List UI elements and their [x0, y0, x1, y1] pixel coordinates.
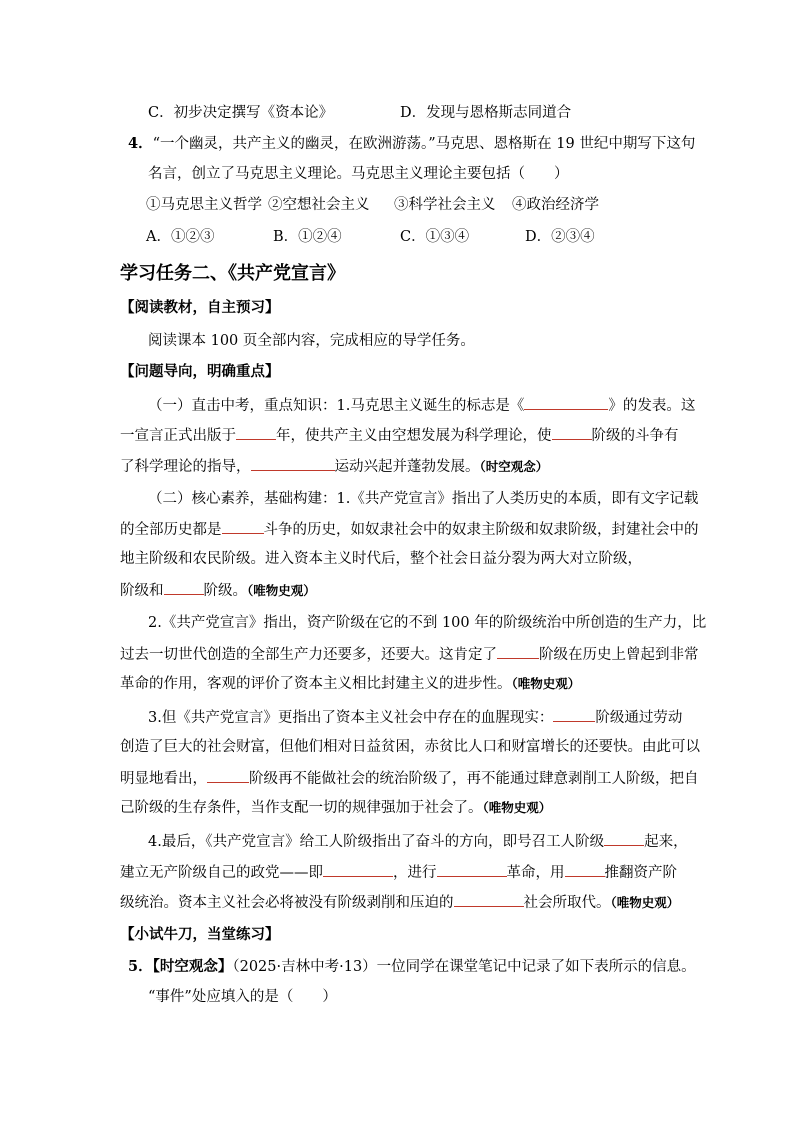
competency-tag: （唯物史观） [610, 895, 680, 910]
fill-blank[interactable] [553, 707, 595, 722]
fill-blank[interactable] [454, 892, 524, 907]
q4-option-c: C．①③④ [400, 229, 470, 245]
p3-line3: 革命的作用，客观的评价了资本主义相比封建主义的进步性。（唯物史观） [120, 676, 581, 692]
competency-tag: （时空观念） [479, 459, 549, 474]
p3-line1: 2.《共产党宣言》指出，资产阶级在它的不到 100 年的阶级统治中所创造的生产力，比 [148, 615, 707, 631]
p5-line3: 级统治。资本主义社会必将被没有阶级剥削和压迫的 社会所取代。（唯物史观） [120, 892, 679, 913]
competency-tag: 【时空观念】 [152, 958, 233, 975]
p4-line3: 明显地看出， 阶级再不能做社会的统治阶级了，再不能通过肆意剥削工人阶级，把自 [120, 768, 699, 789]
competency-tag: （唯物史观） [482, 800, 552, 815]
question-number: 5． [128, 958, 153, 975]
p2-line1: （二）核心素养，基础构建：1.《共产党宣言》指出了人类历史的本质，即有文字记载 [148, 491, 699, 507]
q4-item-1: ①马克思主义哲学 [146, 197, 262, 213]
fill-blank[interactable] [565, 862, 605, 877]
fill-blank[interactable] [524, 395, 608, 410]
question-4-stem-line1: 4．“一个幽灵，共产主义的幽灵，在欧洲游荡。”马克思、恩格斯在 19 世纪中期写下这句 [128, 135, 696, 152]
section-practice-heading: 【小试牛刀，当堂练习】 [120, 926, 280, 943]
competency-tag: （唯物史观） [247, 583, 316, 598]
q3-option-d: D．发现与恩格斯志同道合 [400, 105, 572, 121]
competency-tag: （唯物史观） [511, 676, 581, 691]
q4-option-d: D．②③④ [525, 229, 595, 245]
fill-blank[interactable] [604, 831, 644, 846]
p1-line2: 一宣言正式出版于 年，使共产主义由空想发展为科学理论，使 阶级的斗争有 [120, 425, 679, 446]
fill-blank[interactable] [437, 862, 507, 877]
p5-line1: 4.最后，《共产党宣言》给工人阶级指出了奋斗的方向，即号召工人阶级 起来， [148, 831, 688, 852]
question-5-stem-line2: “事件”处应填入的是（ ） [148, 989, 337, 1005]
p2-line4: 阶级和 阶级。（唯物史观） [120, 580, 316, 601]
section-guide-heading: 【问题导向，明确重点】 [120, 363, 280, 380]
q4-item-3: ③科学社会主义 [394, 197, 496, 213]
fill-blank[interactable] [222, 519, 264, 534]
fill-blank[interactable] [323, 862, 393, 877]
task-2-title: 学习任务二、《共产党宣言》 [120, 263, 345, 284]
question-5-stem-line1: 5．【时空观念】（2025·吉林中考·13）一位同学在课堂笔记中记录了如下表所示的信息。 [128, 958, 696, 975]
section-read-heading: 【阅读教材，自主预习】 [120, 299, 280, 316]
q4-option-b: B．①②④ [273, 229, 342, 245]
p2-line2: 的全部历史都是 斗争的历史，如奴隶社会中的奴隶主阶级和奴隶阶级，封建社会中的 [120, 519, 699, 540]
p1-line3: 了科学理论的指导， 运动兴起并蓬勃发展。（时空观念） [120, 456, 548, 477]
p4-line2: 创造了巨大的社会财富，但他们相对日益贫困，赤贫比人口和财富增长的还要快。由此可以 [120, 739, 700, 755]
p1-line1: （一）直击中考，重点知识：1.马克思主义诞生的标志是《 》的发表。这 [148, 395, 695, 416]
q3-option-c: C．初步决定撰写《资本论》 [148, 105, 334, 121]
fill-blank[interactable] [207, 768, 249, 783]
fill-blank[interactable] [164, 580, 204, 595]
p2-line3: 地主阶级和农民阶级。进入资本主义时代后，整个社会日益分裂为两大对立阶级， [120, 551, 642, 567]
read-instruction: 阅读课本 100 页全部内容，完成相应的导学任务。 [148, 333, 475, 349]
fill-blank[interactable] [236, 425, 276, 440]
q4-item-2: ②空想社会主义 [268, 197, 370, 213]
q4-option-a: A．①②③ [146, 229, 215, 245]
p3-line2: 过去一切世代创造的全部生产力还要多，还要大。这肯定了 阶级在历史上曾起到非常 [120, 644, 699, 665]
q4-item-4: ④政治经济学 [512, 197, 599, 213]
fill-blank[interactable] [497, 644, 539, 659]
question-4-stem-line2: 名言，创立了马克思主义理论。马克思主义理论主要包括（ ） [148, 166, 569, 182]
fill-blank[interactable] [552, 425, 592, 440]
fill-blank[interactable] [251, 456, 335, 471]
p4-line1: 3.但《共产党宣言》更指出了资本主义社会中存在的血腥现实： 阶级通过劳动 [148, 707, 682, 728]
question-number: 4． [128, 135, 153, 152]
p5-line2: 建立无产阶级自己的政党——即 ，进行 革命，用 推翻资产阶 [120, 862, 677, 883]
p4-line4: 己阶级的生存条件，当作支配一切的规律强加于社会了。（唯物史观） [120, 800, 552, 816]
